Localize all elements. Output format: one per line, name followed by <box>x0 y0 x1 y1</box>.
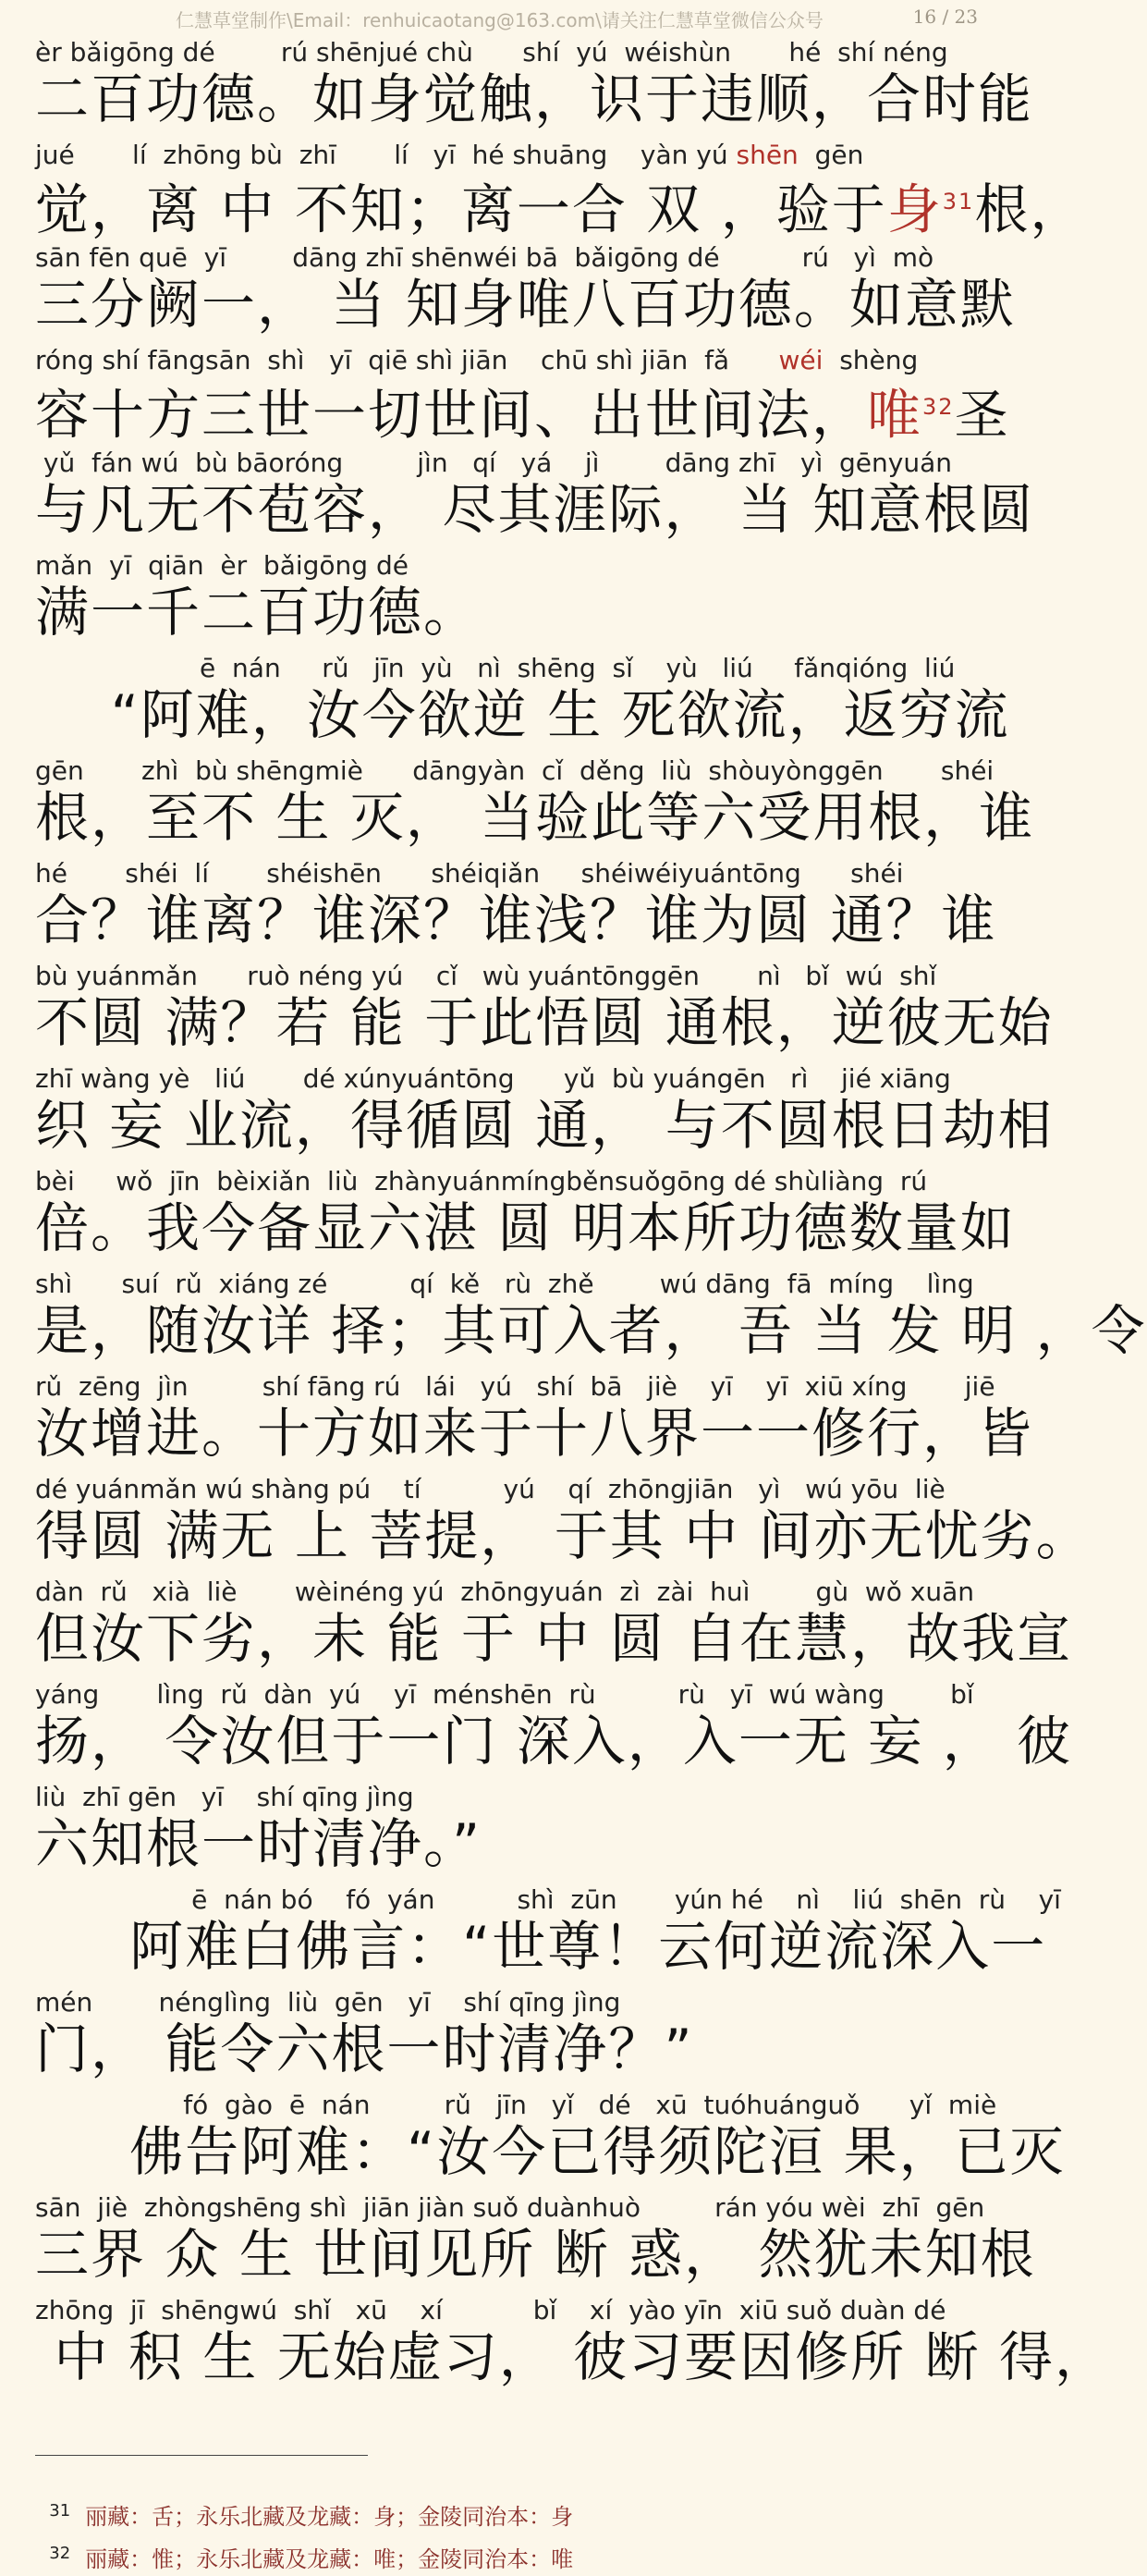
text-line <box>0 1063 1054 1159</box>
pinyin-text: fó gào ē nán rǔ jīn yǐ dé xū tuóhuánguǒ yǐ miè <box>35 2090 997 2120</box>
hanzi-line <box>0 684 1033 745</box>
pinyin-line <box>0 1269 1033 1300</box>
pinyin-text: bù yuánmǎn ruò néng yú cǐ wù yuántōnggēn nì bǐ wú shǐ <box>35 961 937 991</box>
hanzi-text: 织 妄 业流，得循圆 通， 与不圆根日劫相 <box>35 1094 1054 1157</box>
hanzi-text: 阿难白佛言：“世尊！云何逆流深入一 <box>35 1915 1047 1978</box>
pinyin-text: gēn zhì bù shēngmiè dāngyàn cǐ děng liù shòuyònggēn shéi <box>35 755 994 786</box>
pinyin-text: shèng <box>823 345 919 375</box>
hanzi-line <box>0 68 1033 129</box>
hanzi-text: 门， 能令六根一时清净？” <box>35 2018 694 2080</box>
hanzi-line <box>0 2120 1066 2183</box>
pinyin-text: ē nán bó fó yán shì zūn yún hé nì liú shēn rù yī <box>35 1884 1061 1915</box>
pinyin-text: dàn rǔ xià liè wèinéng yú zhōngyuán zì zài huì gù wǒ xuān <box>35 1576 975 1607</box>
pinyin-line <box>0 37 1033 68</box>
pinyin-text: mén nénglìng liù gēn yī shí qīng jìng <box>35 1987 621 2018</box>
hanzi-text: 二百功德。如身觉触，识于违顺，合时能 <box>35 67 1034 130</box>
pinyin-text: rǔ zēng jìn shí fāng rú lái yú shí bā jiè yī yī xiū xíng jiē <box>35 1371 995 1402</box>
pinyin-line <box>0 345 1033 376</box>
pinyin-text: yáng lìng rǔ dàn yú yī ménshēn rù rù yī wú wàng bǐ <box>35 1679 974 1710</box>
pinyin-line <box>0 140 1033 171</box>
text-line <box>0 550 998 646</box>
hanzi-text: 是，随汝详 择；其可入者， 吾 当 发 明 ，令 <box>35 1299 1147 1362</box>
hanzi-line <box>0 171 1086 241</box>
footnote-marker[interactable]: 31 <box>942 189 975 215</box>
hanzi-text: 但汝下劣，未 能 于 中 圆 自在慧，故我宣 <box>35 1607 1073 1670</box>
pinyin-line <box>0 755 1033 787</box>
pinyin-text: mǎn yī qiān èr bǎigōng dé <box>35 550 409 581</box>
pinyin-line <box>0 1063 1033 1095</box>
pinyin-line <box>0 1782 1033 1813</box>
pinyin-line <box>0 1987 1033 2018</box>
pinyin-text: hé shéi lí shéishēn shéiqiǎn shéiwéiyuántōng shéi <box>35 858 904 889</box>
footnote-31 <box>35 2464 574 2530</box>
footnote-marker[interactable]: 32 <box>922 394 955 420</box>
text-line <box>0 448 1035 544</box>
pinyin-text: róng shí fāngsān shì yī qiē shì jiān chū shì jiān fǎ <box>35 345 779 375</box>
hanzi-line <box>0 1094 1054 1157</box>
hanzi-line <box>0 1403 1033 1464</box>
text-line <box>0 1371 1034 1467</box>
variant-character: 唯 <box>867 383 923 447</box>
pinyin-line <box>0 1884 1061 1916</box>
text-line <box>0 345 1010 447</box>
pinyin-line <box>0 961 1033 992</box>
hanzi-line <box>0 787 1033 848</box>
text-line <box>0 2295 1111 2391</box>
text-line <box>0 755 1035 852</box>
hanzi-line <box>0 1915 1047 1978</box>
hanzi-line <box>0 1197 1033 1258</box>
pinyin-line <box>0 550 1033 582</box>
text-line <box>0 140 1086 241</box>
pinyin-text: sān fēn quē yī dāng zhī shēnwéi bā bǎigōng dé rú yì mò <box>35 242 934 273</box>
pinyin-text: shì suí rǔ xiáng zé qí kě rù zhě wú dāng fā míng lìng <box>35 1269 974 1299</box>
hanzi-line <box>0 1813 1033 1874</box>
hanzi-text: 中 积 生 无始虚习， 彼习要因修所 断 得， <box>35 2325 1111 2388</box>
hanzi-text: 根， <box>974 178 1086 241</box>
page-header <box>0 0 998 37</box>
hanzi-line <box>0 991 1054 1054</box>
text-line <box>0 37 1034 133</box>
hanzi-text: 佛告阿难：“汝今已得须陀洹 果，已灭 <box>35 2120 1066 2183</box>
text-line <box>0 1474 1092 1570</box>
hanzi-text: 三界 众 生 世间见所 断 惑， 然犹未知根 <box>35 2223 1036 2286</box>
pinyin-text: yǔ fán wú bù bāoróng jìn qí yá jì dāng zhī yì gēnyuán <box>35 448 953 478</box>
hanzi-text: 得圆 满无 上 菩提， 于其 中 间亦无忧劣。 <box>35 1504 1092 1567</box>
pinyin-text: sān jiè zhòngshēng shì jiān jiàn suǒ duànhuò rán yóu wèi zhī gēn <box>35 2192 985 2223</box>
text-line <box>0 2090 1066 2186</box>
hanzi-text: 汝增进。十方如来于十八界一一修行，皆 <box>35 1402 1034 1465</box>
hanzi-text: 容十方三世一切世间、出世间法， <box>35 383 868 447</box>
pinyin-line <box>0 653 1033 684</box>
text-line <box>0 1987 998 2083</box>
text-line <box>0 858 998 954</box>
footnote-divider <box>35 2455 368 2456</box>
pinyin-line <box>0 1679 1033 1711</box>
header-title: 仁慧草堂制作\Email：renhuicaotang@163.com\请关注仁慧草堂微信公众号 <box>176 9 824 31</box>
pinyin-line <box>0 1371 1033 1403</box>
hanzi-text: 三分阙一， 当 知身唯八百功德。如意默 <box>35 273 1016 336</box>
text-line <box>0 653 1010 749</box>
hanzi-line <box>0 2325 1111 2388</box>
hanzi-text: 满一千二百功德。 <box>35 581 480 644</box>
hanzi-text: 倍。我今备显六湛 圆 明本所功德数量如 <box>35 1196 1016 1259</box>
text-line <box>0 961 1054 1057</box>
pinyin-line <box>0 448 1033 479</box>
text-line <box>0 1782 998 1878</box>
hanzi-line <box>0 1504 1092 1567</box>
hanzi-text: 扬， 令汝但于一门 深入，入一无 妄 ， 彼 <box>35 1710 1073 1773</box>
hanzi-text: 与凡无不苞容， 尽其涯际， 当 知意根圆 <box>35 478 1035 541</box>
hanzi-line <box>0 582 1033 643</box>
hanzi-text: 合？谁离？谁深？谁浅？谁为圆 通？谁 <box>35 889 997 951</box>
pinyin-line <box>0 2295 1033 2326</box>
pinyin-line <box>0 242 1033 274</box>
pinyin-line <box>0 858 1033 889</box>
hanzi-text: 觉，离 中 不知；离一合 双 ，验于 <box>35 178 887 241</box>
page-number: 16 / 23 <box>912 6 978 28</box>
pinyin-variant: shēn <box>736 140 799 170</box>
footnote-number: 32 <box>49 2544 71 2563</box>
hanzi-line <box>0 2223 1036 2286</box>
variant-character: 身 <box>886 178 943 241</box>
pinyin-line <box>0 1166 1033 1197</box>
pinyin-text: jué lí zhōng bù zhī lí yī hé shuāng yàn yú <box>35 140 737 170</box>
pinyin-text: zhōng jī shēngwú shǐ xū xí bǐ xí yào yīn xiū suǒ duàn dé <box>35 2295 946 2325</box>
hanzi-line <box>0 2018 1033 2079</box>
text-line <box>0 2192 1036 2288</box>
pinyin-text: dé yuánmǎn wú shàng pú tí yú qí zhōngjiān yì wú yōu liè <box>35 1474 946 1504</box>
pinyin-text: zhī wàng yè liú dé xúnyuántōng yǔ bù yuángēn rì jié xiāng <box>35 1063 951 1094</box>
hanzi-text: 根，至不 生 灭， 当验此等六受用根，谁 <box>35 786 1035 849</box>
hanzi-line <box>0 1299 1147 1362</box>
pinyin-text: gēn <box>798 140 864 170</box>
pinyin-line <box>0 2090 1033 2121</box>
hanzi-line <box>0 376 1033 447</box>
text-line <box>0 1679 1073 1775</box>
pinyin-text: èr bǎigōng dé rú shēnjué chù shí yú wéishùn hé shí néng <box>35 37 948 67</box>
footnote-32 <box>35 2507 574 2572</box>
pinyin-text: bèi wǒ jīn bèixiǎn liù zhànyuánmíngběnsuǒgōng dé shùliàng rú <box>35 1166 928 1196</box>
pinyin-text: ē nán rǔ jīn yù nì shēng sǐ yù liú fǎnqióng liú <box>35 653 956 683</box>
pinyin-line <box>0 2192 1033 2224</box>
pinyin-line <box>0 1576 1033 1608</box>
pinyin-text: liù zhī gēn yī shí qīng jìng <box>35 1782 414 1812</box>
pinyin-line <box>0 1474 1033 1505</box>
hanzi-line <box>0 889 1033 951</box>
text-line <box>0 1166 1016 1262</box>
footnote-text: 丽藏：舌；永乐北藏及龙藏：身；金陵同治本：身 <box>85 2504 574 2530</box>
hanzi-text: 不圆 满？若 能 于此悟圆 通根，逆彼无始 <box>35 991 1054 1054</box>
hanzi-text: “阿难，汝今欲逆 生 死欲流，返穷流 <box>35 683 1010 746</box>
hanzi-line <box>0 479 1033 540</box>
hanzi-text: 六知根一时清净。” <box>35 1812 482 1875</box>
pinyin-variant: wéi <box>778 345 824 375</box>
text-line <box>0 1884 1061 1981</box>
hanzi-line <box>0 1710 1073 1773</box>
hanzi-line <box>0 274 1033 335</box>
footnote-number: 31 <box>49 2501 71 2521</box>
footnote-text: 丽藏：惟；永乐北藏及龙藏：唯；金陵同治本：唯 <box>85 2546 574 2572</box>
text-line <box>0 1269 1147 1365</box>
hanzi-line <box>0 1607 1073 1670</box>
text-line <box>0 242 1016 338</box>
text-line <box>0 1576 1073 1673</box>
hanzi-text: 圣 <box>954 383 1010 447</box>
